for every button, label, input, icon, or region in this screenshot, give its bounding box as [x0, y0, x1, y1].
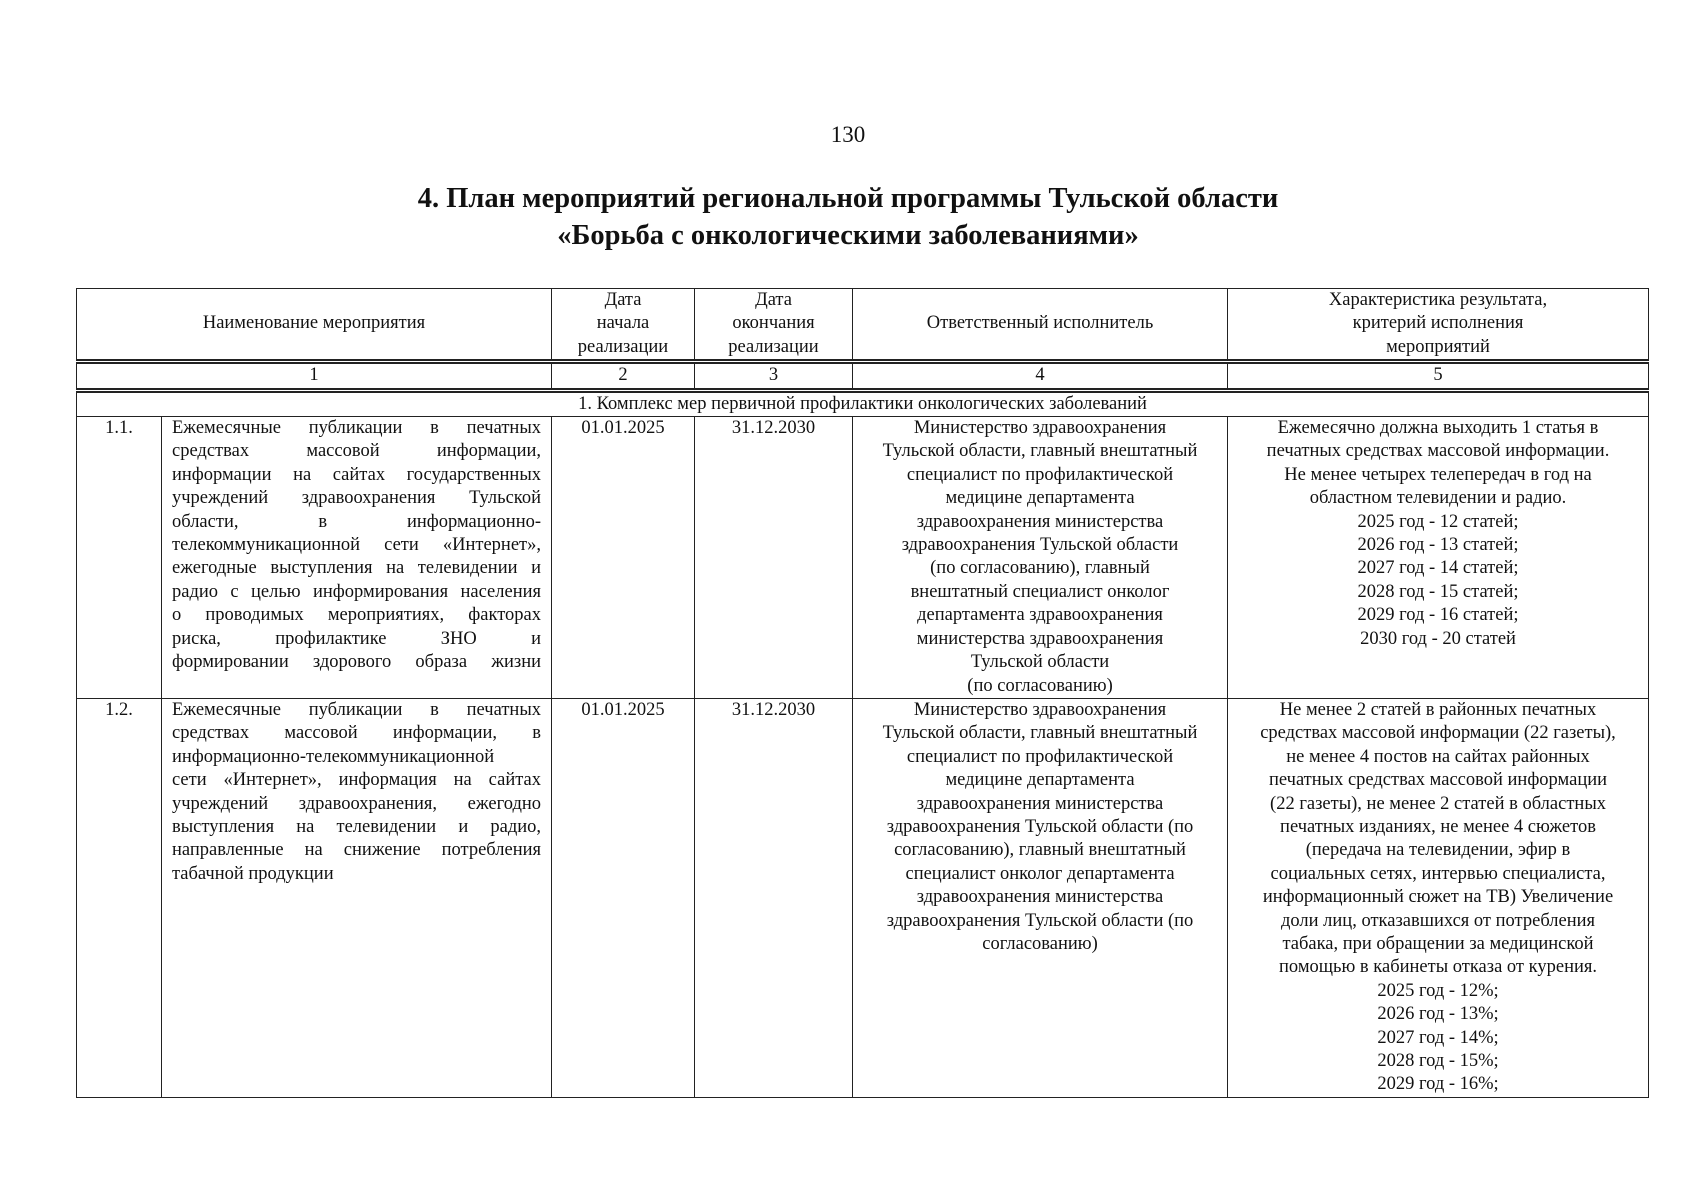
header-start-date: Дата начала реализации [552, 289, 695, 362]
row-end-date: 31.12.2030 [695, 417, 853, 699]
table-row [77, 417, 1649, 699]
header-executor: Ответственный исполнитель [853, 289, 1228, 362]
column-number: 2 [552, 362, 695, 390]
row-description: Ежемесячные публикации в печатных средствах массовой информации, информации на сайтах государственных учреждений здравоохранения Тульской области, в информационно- телекоммуникационной сети «Интернет», ежегодные выступления на телевидении и радио с целью информирования населения о проводимых мероприятиях, факторах риска, профилактике ЗНО и формировании здорового образа жизни [162, 417, 552, 699]
page-number: 130 [830, 122, 866, 147]
title-line-2: «Борьба с онкологическими заболеваниями» [557, 220, 1139, 251]
action-plan-table [76, 288, 1649, 1098]
table-row [77, 698, 1649, 1097]
column-number: 1 [77, 362, 552, 390]
row-number: 1.2. [77, 698, 162, 1097]
section-title: 1. Комплекс мер первичной профилактики онкологических заболеваний [77, 390, 1649, 416]
section-row [77, 390, 1649, 416]
table-header-row [77, 289, 1649, 362]
column-number: 5 [1228, 362, 1649, 390]
title-line-1: 4. План мероприятий региональной программы Тульской области [417, 183, 1279, 214]
row-result: Не менее 2 статей в районных печатных средствах массовой информации (22 газеты), не менее 4 постов на сайтах районных печатных средствах массовой информации (22 газеты), не менее 2 статей в областных печатных изданиях, не менее 4 сюжетов (передача на телевидении, эфир в социальных сетях, интервью специалиста, информационный сюжет на ТВ) Увеличение доли лиц, отказавшихся от потребления табака, при обращении за медицинской помощью в кабинеты отказа от курения. 2025 год - 12%; 2026 год - 13%; 2027 год - 14%; 2028 год - 15%; 2029 год - 16%; [1228, 698, 1649, 1097]
column-number: 4 [853, 362, 1228, 390]
header-result: Характеристика результата, критерий исполнения мероприятий [1228, 289, 1649, 362]
header-end-date: Дата окончания реализации [695, 289, 853, 362]
row-end-date: 31.12.2030 [695, 698, 853, 1097]
row-executor: Министерство здравоохранения Тульской области, главный внештатный специалист по профилактической медицине департамента здравоохранения министерства здравоохранения Тульской области (по согласованию), главный внештатный специалист онколог департамента здравоохранения министерства здравоохранения Тульской области (по согласованию) [853, 417, 1228, 699]
row-result: Ежемесячно должна выходить 1 статья в печатных средствах массовой информации. Не менее четырех телепередач в год на областном телевидении и радио. 2025 год - 12 статей; 2026 год - 13 статей; 2027 год - 14 статей; 2028 год - 15 статей; 2029 год - 16 статей; 2030 год - 20 статей [1228, 417, 1649, 699]
header-name: Наименование мероприятия [77, 289, 552, 362]
row-start-date: 01.01.2025 [552, 417, 695, 699]
column-number: 3 [695, 362, 853, 390]
row-description: Ежемесячные публикации в печатных средствах массовой информации, в информационно-телекоммуникационной сети «Интернет», информация на сайтах учреждений здравоохранения, ежегодно выступления на телевидении и радио, направленные на снижение потребления табачной продукции [162, 698, 552, 1097]
row-executor: Министерство здравоохранения Тульской области, главный внештатный специалист по профилактической медицине департамента здравоохранения министерства здравоохранения Тульской области (по согласованию), главный внештатный специалист онколог департамента здравоохранения министерства здравоохранения Тульской области (по согласованию) [853, 698, 1228, 1097]
row-start-date: 01.01.2025 [552, 698, 695, 1097]
row-number: 1.1. [77, 417, 162, 699]
column-number-row [77, 362, 1649, 390]
document-title [0, 180, 1696, 254]
